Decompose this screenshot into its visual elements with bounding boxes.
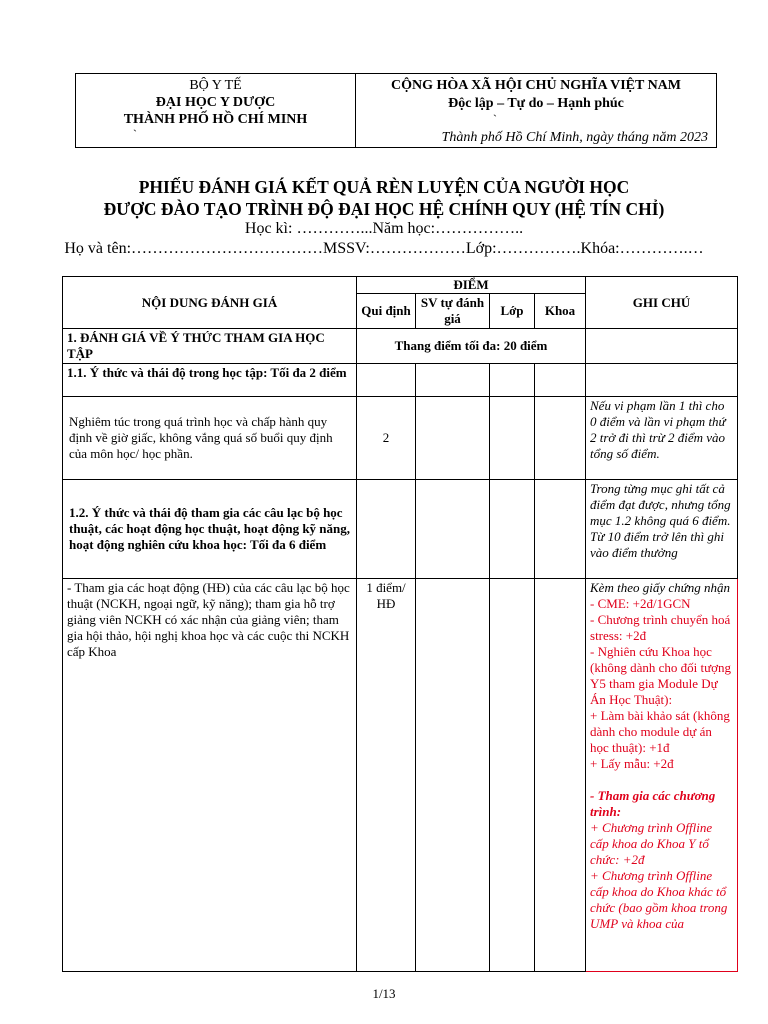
header-class: Lớp xyxy=(490,294,535,329)
cell-empty xyxy=(586,364,738,397)
row2-note xyxy=(586,579,738,972)
sub11-title: 1.1. Ý thức và thái độ trong học tập: Tối đa 2 điểm xyxy=(63,364,357,397)
cell-empty xyxy=(535,480,586,579)
row2-note-bold: - Tham gia các chương trình: xyxy=(590,788,716,819)
semester-line: Học kì: …………...Năm học:…………….. xyxy=(244,220,524,237)
university-name-1: ĐẠI HỌC Y DƯỢC xyxy=(155,95,276,110)
row2-note-italic: + Chương trình Offline cấp khoa do Khoa khác tổ chức (bao gồm khoa trong UMP và khoa của xyxy=(590,868,728,931)
cell-empty xyxy=(490,480,535,579)
stray-mark-2: ` xyxy=(493,112,497,126)
row2-content: - Tham gia các hoạt động (HĐ) của các câu lạc bộ học thuật (NCKH, ngoại ngữ, kỹ năng); tham gia hỗ trợ giảng viên NCKH có xác nhận của giảng viên; tham gia hội thảo, hội nghị khoa học và các cuộc thi NCKH cấp Khoa xyxy=(63,579,357,972)
row1-qui: 2 xyxy=(357,397,416,480)
header-national xyxy=(356,74,716,150)
row2-note-item: + Làm bài khảo sát (không dành cho module dự án học thuật): +1đ xyxy=(590,708,730,755)
row2-note-italic: + Chương trình Offline cấp khoa do Khoa Y tổ chức: +2đ xyxy=(590,820,713,867)
national-motto: Độc lập – Tự do – Hạnh phúc xyxy=(448,96,624,111)
row2-note-head: Kèm theo giấy chứng nhận xyxy=(590,580,730,595)
row2-note-item: + Lấy mẫu: +2đ xyxy=(590,756,674,771)
form-title-line2: ĐƯỢC ĐÀO TẠO TRÌNH ĐỘ ĐẠI HỌC HỆ CHÍNH QUY (HỆ TÍN CHỈ) xyxy=(103,199,665,219)
row2-note-item: - Chương trình chuyển hoá stress: +2đ xyxy=(590,612,731,643)
section1-scale: Thang điểm tối đa: 20 điểm xyxy=(357,329,586,364)
cell-empty xyxy=(535,364,586,397)
cell-empty xyxy=(357,480,416,579)
header-note: GHI CHÚ xyxy=(586,277,738,329)
row2-self-eval[interactable] xyxy=(416,579,490,972)
row1-class[interactable] xyxy=(490,397,535,480)
header-score: ĐIỂM xyxy=(357,277,586,294)
date-line: Thành phố Hồ Chí Minh, ngày tháng năm 2023 xyxy=(441,130,708,145)
ministry-name: BỘ Y TẾ xyxy=(189,78,242,93)
sub12-title: 1.2. Ý thức và thái độ tham gia các câu lạc bộ học thuật, các hoạt động học thuật, hoạt động kỹ năng, hoạt động nghiên cứu khoa học: Tối đa 6 điểm xyxy=(63,480,357,579)
header-institution xyxy=(76,74,356,147)
header-content: NỘI DUNG ĐÁNH GIÁ xyxy=(63,277,357,329)
header-qui-dinh: Qui định xyxy=(357,294,416,329)
row2-class[interactable] xyxy=(490,579,535,972)
header-faculty: Khoa xyxy=(535,294,586,329)
cell-empty xyxy=(416,480,490,579)
document-header-box xyxy=(75,73,717,148)
row1-content: Nghiêm túc trong quá trình học và chấp hành quy định về giờ giấc, không vắng quá số buổi quy định của môn học/ học phần. xyxy=(63,397,357,480)
row2-qui: 1 điểm/ HĐ xyxy=(357,579,416,972)
sub12-note: Trong từng mục ghi tất cả điểm đạt được, nhưng tổng mục 1.2 không quá 6 điểm. Từ 10 điểm trở lên thì ghi vào điểm thưởng xyxy=(586,480,738,579)
cell-empty xyxy=(490,364,535,397)
cell-empty xyxy=(416,364,490,397)
row2-faculty[interactable] xyxy=(535,579,586,972)
country-name: CỘNG HÒA XÃ HỘI CHỦ NGHĨA VIỆT NAM xyxy=(390,78,681,93)
section1-title: 1. ĐÁNH GIÁ VỀ Ý THỨC THAM GIA HỌC TẬP xyxy=(63,329,357,364)
cell-empty xyxy=(357,364,416,397)
row2-note-item: - Nghiên cứu Khoa học (không dành cho đối tượng Y5 tham gia Module Dự Án Học Thuật): xyxy=(590,644,732,707)
row2-note-item: - CME: +2đ/1GCN xyxy=(590,596,691,611)
evaluation-table xyxy=(62,276,738,972)
header-self-eval: SV tự đánh giá xyxy=(416,294,490,329)
form-title-line1: PHIẾU ĐÁNH GIÁ KẾT QUẢ RÈN LUYỆN CỦA NGƯỜI HỌC xyxy=(138,177,630,197)
row1-faculty[interactable] xyxy=(535,397,586,480)
row1-self-eval[interactable] xyxy=(416,397,490,480)
stray-mark: ` xyxy=(133,127,137,141)
row1-note: Nếu vi phạm lần 1 thì cho 0 điểm và lần vi phạm thứ 2 trở đi thì trừ 2 điểm vào tổng số điểm. xyxy=(586,397,738,480)
section1-note-cell xyxy=(586,329,738,364)
university-name-2: THÀNH PHỐ HỒ CHÍ MINH xyxy=(123,112,308,127)
page-number: 1/13 xyxy=(372,986,396,1001)
student-info-line: Họ và tên:………………………………MSSV:………………Lớp:…………….Khóa:………….… xyxy=(64,240,704,257)
